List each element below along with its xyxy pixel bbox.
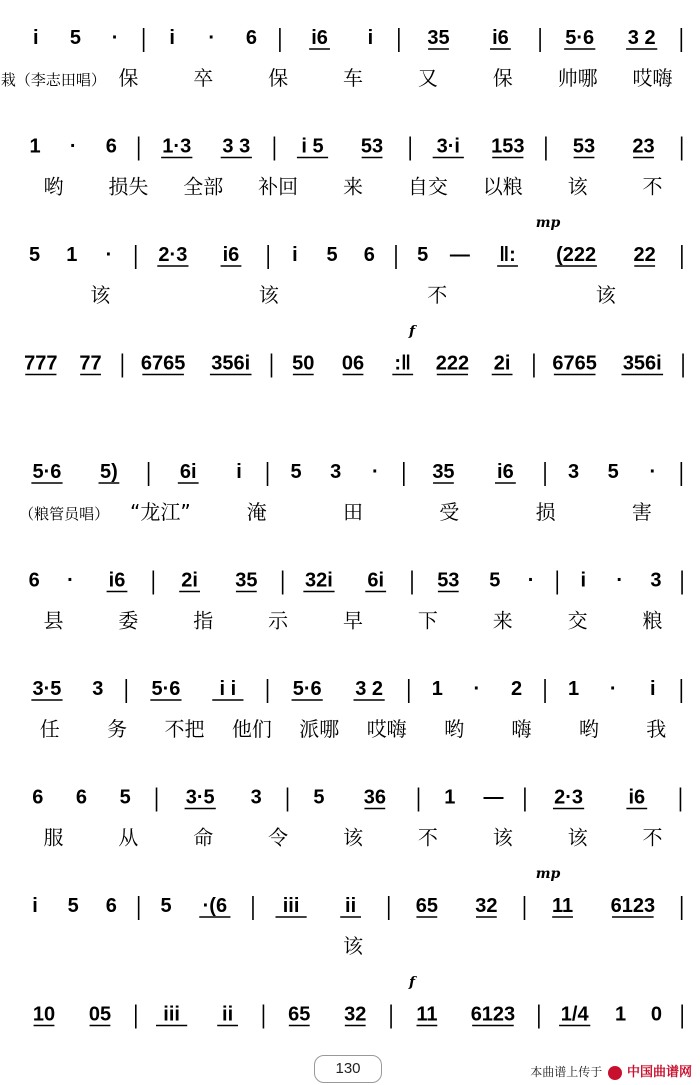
note-group: 5·6 bbox=[565, 27, 595, 49]
note-group: 6123 bbox=[470, 1003, 516, 1026]
note-group: 5) bbox=[100, 461, 118, 483]
note-group: 36 bbox=[363, 786, 386, 809]
note-group: i 5 bbox=[301, 135, 324, 158]
note-group: :‖ bbox=[394, 352, 412, 375]
note-group: 53 bbox=[437, 569, 460, 592]
note-group: 3 2 bbox=[355, 678, 384, 700]
note-group: 6 bbox=[105, 135, 117, 158]
note-group: 6765 bbox=[140, 352, 186, 375]
note-group: · bbox=[105, 244, 113, 266]
lyric-text: 以粮 bbox=[482, 174, 523, 199]
note-group: 32i bbox=[305, 569, 333, 592]
lyric-text: 该 bbox=[258, 283, 279, 307]
note-group: i6 bbox=[108, 569, 126, 592]
note-group: · bbox=[67, 569, 74, 592]
note-group: 5 bbox=[69, 27, 82, 49]
lyric-text: 粮 bbox=[642, 608, 663, 633]
lyric-text: 不把 bbox=[164, 717, 205, 741]
note-group: 50 bbox=[292, 352, 315, 375]
lyric-text: 又 bbox=[417, 66, 438, 90]
note-group: 356i bbox=[622, 352, 662, 375]
note-group: 23 bbox=[632, 135, 655, 158]
note-group: 3·5 bbox=[185, 786, 215, 809]
note-group: 2 bbox=[510, 678, 523, 700]
note-group: 2i bbox=[493, 352, 511, 375]
note-group: 1 bbox=[431, 678, 443, 700]
note-group: 05 bbox=[88, 1003, 112, 1026]
note-group: 5·6 bbox=[32, 461, 62, 483]
note-group: 6765 bbox=[552, 352, 597, 375]
upload-credit bbox=[530, 1061, 692, 1080]
lyric-text: 不 bbox=[417, 825, 438, 850]
lyric-text: 受 bbox=[439, 500, 460, 524]
dynamic-marking: mp bbox=[535, 215, 561, 231]
lyric-text: 该 bbox=[567, 174, 588, 199]
note-group: 65 bbox=[415, 895, 438, 917]
credit-text: 本曲谱上传于 bbox=[530, 1065, 603, 1079]
note-group: 5 bbox=[607, 461, 619, 483]
lyric-text: 该 bbox=[492, 825, 513, 850]
note-group: 6i bbox=[179, 461, 197, 483]
note-group: 6 bbox=[105, 895, 117, 917]
lyric-text: 早 bbox=[343, 608, 363, 633]
note-group: 5 bbox=[67, 895, 79, 917]
lyric-text: 来 bbox=[343, 174, 363, 199]
note-group: i6 bbox=[492, 27, 509, 49]
note-group: 3 2 bbox=[627, 27, 656, 49]
note-group: 32 bbox=[475, 895, 498, 917]
note-group: (222 bbox=[556, 244, 597, 266]
note-group: 35 bbox=[427, 27, 450, 49]
lyric-text: 害 bbox=[631, 500, 652, 524]
note-group: i bbox=[236, 461, 242, 483]
lyric-text: 不 bbox=[642, 825, 663, 850]
lyric-text: 令 bbox=[268, 825, 289, 850]
dynamic-marking: f bbox=[408, 974, 416, 991]
note-group: 5·6 bbox=[151, 678, 181, 700]
note-group: 2i bbox=[181, 569, 198, 592]
note-group: i bbox=[292, 244, 298, 266]
note-group: 1·3 bbox=[162, 135, 192, 158]
note-group: 5 bbox=[290, 461, 302, 483]
note-group: — bbox=[449, 244, 470, 266]
lyric-text: “龙江” bbox=[130, 500, 191, 524]
lyric-text: 任 bbox=[39, 717, 60, 741]
note-group: 1 bbox=[615, 1003, 627, 1026]
lyric-text: 卒 bbox=[193, 66, 214, 90]
note-group: 222 bbox=[435, 352, 470, 375]
note-group: i bbox=[580, 569, 587, 592]
note-group: 65 bbox=[288, 1003, 311, 1026]
site-logo-icon bbox=[608, 1066, 622, 1080]
note-group: 3 bbox=[330, 461, 342, 483]
lyric-text: 示 bbox=[268, 608, 289, 633]
dynamic-marking: f bbox=[408, 323, 416, 340]
note-group: 3 bbox=[650, 569, 662, 592]
note-group: 06 bbox=[341, 352, 365, 375]
note-group: 3 bbox=[250, 786, 262, 809]
note-group: 5·6 bbox=[292, 678, 322, 700]
note-group: i6 bbox=[497, 461, 514, 483]
note-group: 5 bbox=[119, 786, 131, 809]
lyric-text: 哟 bbox=[43, 174, 64, 199]
note-group: 5 bbox=[489, 569, 501, 592]
lyric-text: 淹 bbox=[246, 500, 267, 524]
note-group: iii bbox=[282, 895, 300, 917]
note-group: · bbox=[473, 678, 481, 700]
lyric-text: 哟 bbox=[578, 717, 599, 741]
note-group: 2·3 bbox=[554, 786, 584, 809]
lyric-text: 该 bbox=[343, 825, 363, 850]
note-group: i6 bbox=[222, 244, 240, 266]
lyric-text: 该 bbox=[90, 283, 111, 307]
note-group: · bbox=[69, 135, 77, 158]
lyric-text: 来 bbox=[492, 608, 513, 633]
note-group: 6i bbox=[367, 569, 385, 592]
lyric-text: 车 bbox=[343, 66, 363, 90]
site-name[interactable]: 中国曲谱网 bbox=[626, 1064, 692, 1079]
note-group: 2·3 bbox=[158, 244, 188, 266]
lyric-text: 派哪 bbox=[299, 717, 340, 741]
note-group: · bbox=[609, 678, 617, 700]
lyric-text: 哎嗨 bbox=[366, 717, 407, 741]
note-group: i bbox=[650, 678, 656, 700]
note-group: iii bbox=[163, 1003, 180, 1026]
lyric-text: 下 bbox=[417, 608, 438, 633]
note-group: 6 bbox=[32, 786, 44, 809]
lyric-text: 全部 bbox=[183, 174, 224, 199]
lyric-text: 他们 bbox=[231, 717, 272, 741]
note-group: — bbox=[483, 786, 504, 809]
note-group: i i bbox=[219, 678, 237, 700]
note-group: 6 bbox=[28, 569, 40, 592]
lyric-text: 该 bbox=[567, 825, 588, 850]
note-group: 3·5 bbox=[32, 678, 62, 700]
note-group: 35 bbox=[432, 461, 455, 483]
lyric-text: 命 bbox=[193, 825, 214, 850]
note-group: 6 bbox=[363, 244, 375, 266]
lyric-text: 损 bbox=[535, 500, 556, 524]
lyric-text: 保 bbox=[118, 66, 139, 90]
note-group: 356i bbox=[211, 352, 251, 375]
note-group: ·(6 bbox=[202, 895, 228, 917]
lyric-text: 哟 bbox=[444, 717, 465, 741]
lyric-text: 栽（李志田唱） bbox=[0, 71, 106, 89]
lyric-text: 嗨 bbox=[511, 717, 532, 741]
lyric-text: 县 bbox=[43, 608, 64, 633]
note-group: i6 bbox=[628, 786, 646, 809]
note-group: 77 bbox=[79, 352, 102, 375]
note-group: 32 bbox=[344, 1003, 367, 1026]
lyric-text: 该 bbox=[343, 934, 363, 958]
note-group: · bbox=[371, 461, 379, 483]
note-group: 53 bbox=[572, 135, 596, 158]
note-group: 1 bbox=[29, 135, 41, 158]
note-group: 5 bbox=[29, 244, 41, 266]
note-group: 0 bbox=[650, 1003, 662, 1026]
page-footer bbox=[0, 1052, 700, 1085]
note-group: 3 bbox=[567, 461, 580, 483]
note-group: · bbox=[649, 461, 657, 483]
note-group: 5 bbox=[313, 786, 325, 809]
note-group: · bbox=[208, 27, 216, 49]
note-group: 3·i bbox=[436, 135, 460, 158]
note-group: 153 bbox=[491, 135, 525, 158]
note-group: ii bbox=[222, 1003, 234, 1026]
note-group: i bbox=[169, 27, 175, 49]
dynamic-marking: mp bbox=[535, 866, 561, 882]
note-group: 6 bbox=[75, 786, 88, 809]
note-group: 35 bbox=[235, 569, 258, 592]
note-group: i6 bbox=[311, 27, 328, 49]
lyric-text: 自交 bbox=[407, 174, 448, 199]
lyric-text: 损失 bbox=[108, 174, 149, 199]
note-group: i bbox=[367, 27, 374, 49]
lyric-text: 指 bbox=[193, 608, 214, 633]
note-group: i bbox=[32, 895, 38, 917]
lyric-text: 务 bbox=[107, 717, 128, 741]
lyric-text: 补回 bbox=[258, 174, 299, 199]
lyric-text: 交 bbox=[567, 608, 588, 633]
note-group: i bbox=[33, 27, 39, 49]
lyric-text: 不 bbox=[642, 174, 663, 199]
lyric-text: 服 bbox=[43, 825, 64, 850]
lyric-text: 从 bbox=[118, 825, 139, 850]
note-group: 5 bbox=[417, 244, 429, 266]
note-group: · bbox=[111, 27, 119, 49]
lyric-text: 田 bbox=[343, 500, 363, 524]
note-group: 11 bbox=[552, 895, 574, 917]
note-group: 10 bbox=[32, 1003, 56, 1026]
note-group: 1 bbox=[444, 786, 456, 809]
note-group: 3 bbox=[92, 678, 104, 700]
note-group: 1/4 bbox=[560, 1003, 589, 1026]
lyric-text: 保 bbox=[268, 66, 289, 90]
note-group: 6 bbox=[245, 27, 257, 49]
note-group: 22 bbox=[633, 244, 656, 266]
note-group: 1 bbox=[66, 244, 78, 266]
note-group: 5 bbox=[326, 244, 338, 266]
lyric-text: 不 bbox=[427, 283, 448, 307]
note-group: 11 bbox=[416, 1003, 438, 1026]
lyric-text: 我 bbox=[646, 717, 667, 741]
note-group: · bbox=[616, 569, 623, 592]
note-group: 53 bbox=[360, 135, 384, 158]
lyric-text: 保 bbox=[492, 66, 513, 90]
note-group: ‖: bbox=[499, 244, 516, 266]
note-group: 1 bbox=[567, 678, 580, 700]
note-group: 777 bbox=[24, 352, 58, 375]
lyric-text: 委 bbox=[118, 608, 139, 633]
note-group: 3 3 bbox=[222, 135, 251, 158]
lyric-text: 该 bbox=[595, 283, 616, 307]
note-group: · bbox=[527, 569, 535, 592]
note-group: 5 bbox=[160, 895, 172, 917]
note-group: ii bbox=[345, 895, 357, 917]
lyric-text: 帅哪 bbox=[557, 66, 598, 90]
lyric-text: （粮管员唱） bbox=[19, 505, 110, 523]
page-number: 130 bbox=[318, 1058, 378, 1080]
note-group: 6123 bbox=[610, 895, 656, 917]
lyric-text: 哎嗨 bbox=[632, 66, 673, 90]
